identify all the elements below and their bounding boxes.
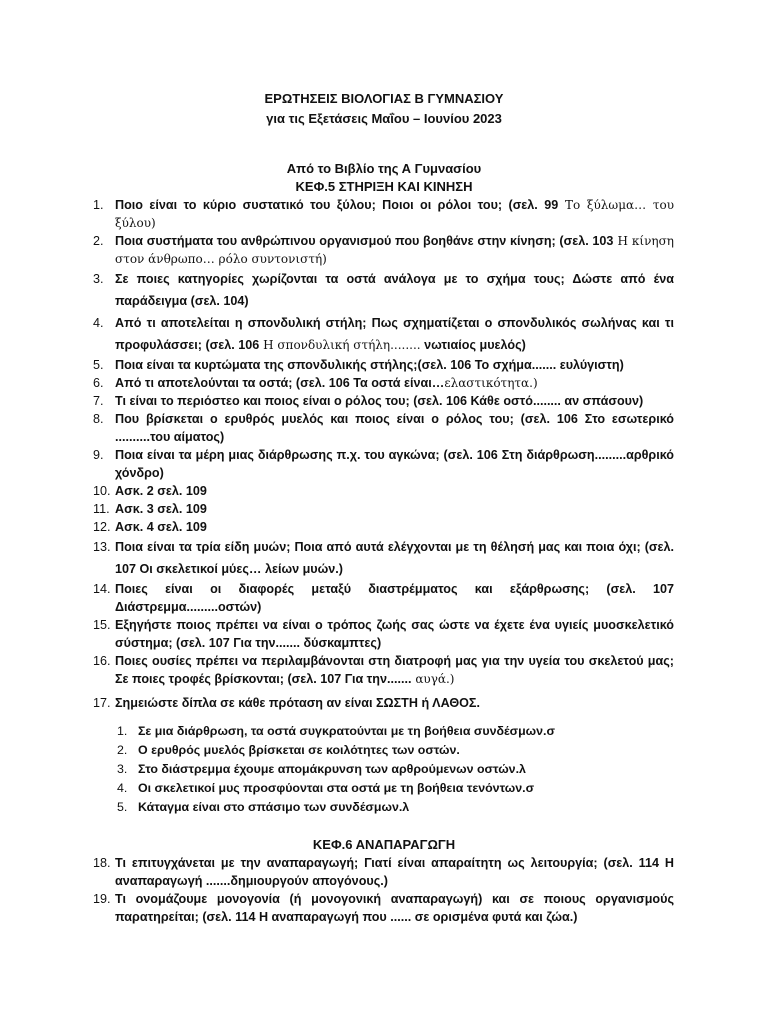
question-item: 6. Από τι αποτελούνται τα οστά; (σελ. 106 Τα οστά είναι…ελαστικότητα.)	[93, 376, 538, 390]
question-item: 14. Ποιες είναι οι διαφορές μεταξύ διαστρέμματος και εξάρθρωσης; (σελ. 107 Διάστρεμμα.........οστών)	[93, 582, 674, 614]
question-item: 17. Σημειώστε δίπλα σε κάθε πρόταση αν είναι ΣΩΣΤΗ ή ΛΑΘΟΣ.	[93, 696, 480, 710]
true-false-question	[0, 694, 674, 712]
question-item: 2. Ποια συστήματα του ανθρώπινου οργανισμού που βοηθάνε στην κίνηση; (σελ. 103 Η κίνηση στον άνθρωπο… ρόλο συντονιστή)	[93, 234, 674, 266]
question-item: 4. Από τι αποτελείται η σπονδυλική στήλη; Πως σχηματίζεται ο σπονδυλικός σωλήνας και τι προφυλάσσει; (σελ. 106 Η σπονδυλική στήλη........ νωτιαίος μυελός)	[93, 316, 674, 352]
document-subtitle: για τις Εξετάσεις Μαΐου – Ιουνίου 2023	[266, 111, 502, 126]
question-item: 13. Ποια είναι τα τρία είδη μυών; Ποια από αυτά ελέγχονται με τη θέλησή μας και ποια όχι; (σελ. 107 Οι σκελετικοί μύες… λείων μυών.)	[93, 540, 674, 576]
chapter-5-heading: ΚΕΦ.5 ΣΤΗΡΙΞΗ ΚΑΙ ΚΙΝΗΣΗ	[295, 179, 473, 194]
true-false-item: 5. Κάταγμα είναι στο σπάσιμο των συνδέσμων.λ	[117, 800, 410, 814]
question-item: 5. Ποια είναι τα κυρτώματα της σπονδυλικής στήλης;(σελ. 106 Το σχήμα....... ευλύγιστη)	[93, 358, 624, 372]
source-heading: Από το Βιβλίο της Α Γυμνασίου	[286, 161, 482, 176]
question-item: 9. Ποια είναι τα μέρη μιας διάρθρωσης π.χ. του αγκώνα; (σελ. 106 Στη διάρθρωση.........αρθρικό χόνδρο)	[93, 448, 674, 480]
true-false-item: 1. Σε μια διάρθρωση, τα οστά συγκρατούνται με τη βοήθεια συνδέσμων.σ	[117, 724, 555, 738]
question-item: 15. Εξηγήστε ποιος πρέπει να είναι ο τρόπος ζωής σας ώστε να έχετε ένα υγιείς μυοσκελετικό σύστημα; (σελ. 107 Για την....... δύσκαμπτες)	[93, 618, 674, 650]
question-item: 16. Ποιες ουσίες πρέπει να περιλαμβάνονται στη διατροφή μας για την υγεία του σκελετού μας; Σε ποιες τροφές βρίσκονται; (σελ. 107 Για την....... αυγά.)	[93, 654, 674, 686]
question-item: 12. Ασκ. 4 σελ. 109	[93, 520, 207, 534]
question-item: 10. Ασκ. 2 σελ. 109	[93, 484, 207, 498]
document-title: ΕΡΩΤΗΣΕΙΣ ΒΙΟΛΟΓΙΑΣ Β ΓΥΜΝΑΣΙΟΥ	[264, 91, 504, 106]
question-item: 19. Τι ονομάζουμε μονογονία (ή μονογονική αναπαραγωγή) και σε ποιους οργανισμούς παρατηρείται; (σελ. 114 Η αναπαραγωγή που ...... σε ορισμένα φυτά και ζώα.)	[93, 892, 674, 924]
true-false-item: 4. Οι σκελετικοί μυς προσφύονται στα οστά με τη βοήθεια τενόντων.σ	[117, 781, 535, 795]
question-item: 3. Σε ποιες κατηγορίες χωρίζονται τα οστά ανάλογα με το σχήμα τους; Δώστε από ένα παράδειγμα (σελ. 104)	[93, 272, 674, 308]
question-item: 1. Ποιο είναι το κύριο συστατικό του ξύλου; Ποιοι οι ρόλοι του; (σελ. 99 Το ξύλωμα… του ξύλου)	[93, 198, 674, 230]
question-item: 18. Τι επιτυγχάνεται με την αναπαραγωγή; Γιατί είναι απαραίτητη ως λειτουργία; (σελ. 114 Η αναπαραγωγή .......δημιουργούν απογόνους.)	[93, 856, 674, 888]
question-item: 11. Ασκ. 3 σελ. 109	[93, 502, 207, 516]
true-false-item: 3. Στο διάστρεμμα έχουμε απομάκρυνση των αρθρούμενων οστών.λ	[117, 762, 526, 776]
chapter-6-heading: ΚΕΦ.6 ΑΝΑΠΑΡΑΓΩΓΗ	[312, 837, 456, 852]
true-false-list	[0, 722, 600, 817]
questions-list-ch5	[0, 196, 674, 688]
question-item: 8. Που βρίσκεται ο ερυθρός μυελός και ποιος είναι ο ρόλος του; (σελ. 106 Στο εσωτερικό ..........του αίματος)	[93, 412, 674, 444]
true-false-item: 2. Ο ερυθρός μυελός βρίσκεται σε κοιλότητες των οστών.	[117, 743, 460, 757]
questions-list-ch6	[0, 854, 674, 926]
question-item: 7. Τι είναι το περιόστεο και ποιος είναι ο ρόλος του; (σελ. 106 Κάθε οστό........ αν σπάσουν)	[93, 394, 644, 408]
